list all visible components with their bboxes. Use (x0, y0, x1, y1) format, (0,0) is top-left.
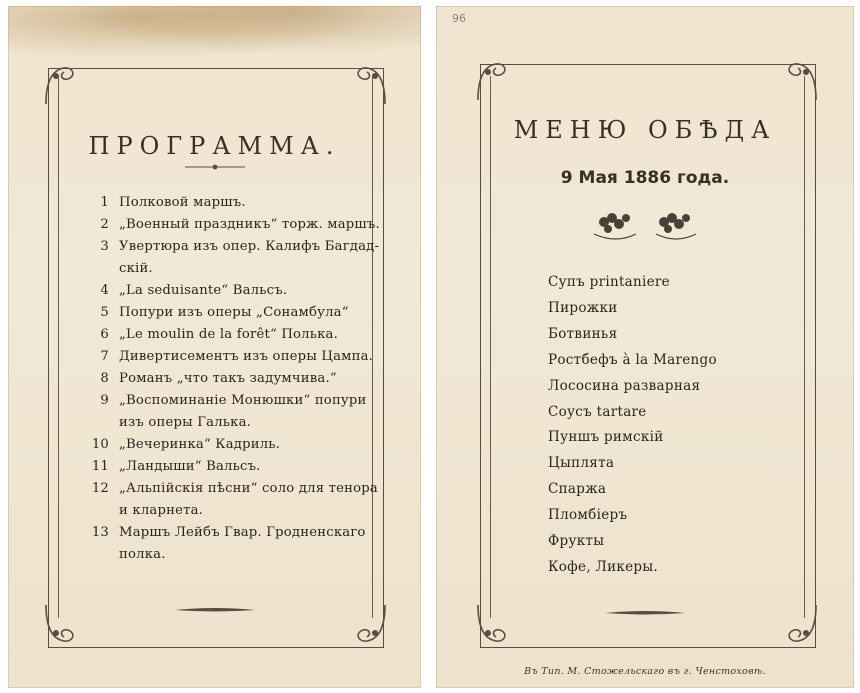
menu-date: 9 Мая 1886 года. (560, 168, 730, 188)
menu-item: Пуншъ римскій (548, 429, 664, 446)
menu-item: Соусъ tartare (548, 403, 647, 420)
list-item (83, 346, 383, 368)
paper-stain (8, 6, 421, 66)
list-item (83, 522, 383, 544)
item-number: 10 (91, 437, 109, 452)
menu-card (436, 6, 854, 688)
menu-item: Лососина разварная (548, 377, 701, 394)
corner-flourish-icon (774, 601, 820, 647)
item-text: „Воспоминаніе Монюшки“ попури (119, 393, 367, 408)
printer-imprint: Въ Тип. М. Стожельскаго въ г. Ченстоховѣ. (524, 666, 766, 677)
list-item (83, 236, 383, 258)
corner-flourish-icon (474, 601, 520, 647)
list-item (83, 390, 383, 412)
corner-flourish-icon (474, 58, 520, 104)
item-text: Дивертисементъ изъ оперы Цампа. (119, 349, 374, 364)
item-text: „Альпійскія пѣсни“ соло для тенора (119, 481, 378, 496)
menu-item: Супъ printaniere (548, 274, 670, 290)
list-item (83, 192, 383, 214)
item-text: „Военный праздникъ“ торж. маршъ. (119, 217, 380, 232)
item-number: 6 (100, 327, 109, 342)
menu-item: Спаржа (548, 481, 607, 498)
list-item (83, 412, 383, 434)
corner-flourish-icon (42, 601, 88, 647)
item-text: Романъ „что такъ задумчива.“ (119, 371, 337, 386)
bottom-divider-icon (605, 601, 685, 620)
item-number: 7 (100, 349, 109, 364)
list-item (83, 368, 383, 390)
item-text: Увертюра изъ опер. Калифъ Багдад- (119, 239, 380, 254)
corner-flourish-icon (343, 62, 389, 108)
menu-item: Пирожки (548, 299, 618, 316)
list-item (83, 214, 383, 236)
program-list (83, 192, 383, 566)
list-item (83, 280, 383, 302)
corner-flourish-icon (774, 58, 820, 104)
item-text: Маршъ Лейбъ Гвар. Гродненскаго (119, 525, 366, 540)
menu-item: Пломбіеръ (548, 507, 628, 524)
item-number (83, 500, 109, 522)
item-text: и кларнета. (119, 503, 204, 518)
list-item (83, 302, 383, 324)
list-item (83, 434, 383, 456)
item-number (83, 258, 109, 280)
list-item (83, 456, 383, 478)
list-item (83, 544, 383, 566)
item-text: Попури изъ оперы „Сонамбула“ (119, 305, 349, 320)
item-number: 3 (100, 239, 109, 254)
corner-flourish-icon (343, 601, 389, 647)
menu-item: Кофе, Ликеры. (548, 558, 658, 575)
item-text: „Вечеринка“ Кадриль. (119, 437, 281, 452)
menu-item: Ростбефъ à la Marengo (548, 351, 717, 368)
page-title: ПРОГРАММА. (88, 132, 341, 160)
menu-list (548, 270, 788, 581)
list-item (83, 478, 383, 500)
item-number: 1 (100, 195, 109, 210)
item-text: „Ландыши“ Вальсъ. (119, 459, 261, 474)
item-number: 2 (100, 217, 109, 232)
item-text: изъ оперы Галька. (119, 415, 252, 430)
title-divider-icon (185, 156, 245, 175)
item-number: 5 (100, 305, 109, 320)
list-item (83, 500, 383, 522)
flower-bouquet-icon (586, 204, 706, 252)
item-number: 13 (91, 525, 109, 540)
menu-item: Цыплята (548, 455, 615, 472)
item-number: 8 (100, 371, 109, 386)
item-text: „La seduisante“ Вальсъ. (119, 283, 288, 298)
item-number: 12 (91, 481, 109, 496)
item-number: 11 (91, 459, 109, 474)
item-text: полка. (119, 547, 166, 562)
item-text: Полковой маршъ. (119, 195, 246, 210)
item-text: „Le moulin de la forêt“ Полька. (119, 327, 339, 342)
pencil-mark: 96 (452, 12, 466, 25)
side-rule (490, 76, 491, 618)
menu-item: Ботвинья (548, 325, 618, 342)
corner-flourish-icon (42, 62, 88, 108)
item-number (83, 412, 109, 434)
program-card (8, 6, 421, 688)
item-number (83, 544, 109, 566)
item-number: 9 (100, 393, 109, 408)
page-title: МЕНЮ ОБѢДА (513, 116, 777, 144)
list-item (83, 324, 383, 346)
item-number: 4 (100, 283, 109, 298)
menu-item: Фрукты (548, 533, 605, 550)
item-text: скій. (119, 261, 153, 276)
list-item (83, 258, 383, 280)
bottom-divider-icon (175, 598, 255, 617)
side-rule (804, 76, 805, 618)
